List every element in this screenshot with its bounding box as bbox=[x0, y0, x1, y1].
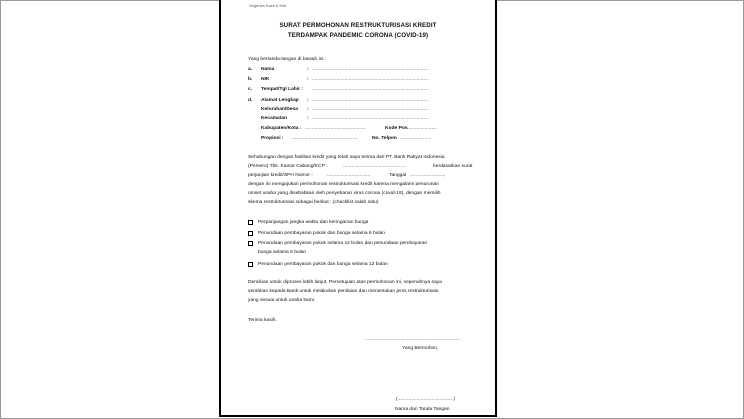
header-caption: Segenes Kacil & Kiet bbox=[249, 3, 287, 8]
field-telpon-dots: ....................... bbox=[400, 136, 432, 141]
field-nama-colon: : bbox=[307, 67, 309, 72]
field-nama-label: Nama bbox=[261, 67, 275, 72]
closing-line-2: serahkan kepada Bank untuk melakukan penilaian dan menentukan jenis restrukturisasi bbox=[248, 289, 439, 294]
option-2-checkbox[interactable] bbox=[248, 231, 253, 236]
field-kelurahan-colon: : bbox=[307, 107, 309, 112]
field-kabupaten-label: Kabupaten/Kota : bbox=[261, 126, 302, 131]
field-kecamatan-label: Kecamatan bbox=[261, 116, 288, 121]
field-ttl-label: Tempat/Tgl Lahir : bbox=[261, 87, 304, 92]
closing-line-3: yang sesuai untuk usaha kami. bbox=[248, 298, 316, 303]
field-nik-label: NIK bbox=[261, 77, 270, 82]
field-nik-dots: ...................................................................................... bbox=[312, 77, 429, 82]
field-alamat-dots: ...................................................................................... bbox=[312, 98, 429, 103]
document-page bbox=[219, 0, 497, 417]
signature-name-label: Nama dan Tanda Tangan bbox=[395, 407, 450, 412]
field-kabupaten-dots: ............................................. bbox=[305, 126, 367, 131]
field-nik-colon: : bbox=[307, 77, 309, 82]
option-1-label: Perpanjangan jangka waktu dan keringanan bunga bbox=[258, 220, 369, 225]
field-ttl-letter: c. bbox=[248, 87, 253, 92]
option-3-label: Penundaan pembayaran pokok selama 12 bulan dan penundaan pembayaran bbox=[258, 241, 428, 246]
signature-name-line: (.........................................) bbox=[396, 397, 455, 402]
body-line-3-dots: ................................ bbox=[327, 173, 371, 178]
field-alamat-label: Alamat Lengkap bbox=[261, 98, 299, 103]
option-2-label: Penundaan pembayaran pokok dan bunga selama 6 bulan bbox=[258, 231, 385, 236]
field-propinsi-dots: ................................................. bbox=[291, 136, 358, 141]
intro-text: Yang bertanda-tangan di bawah ini : bbox=[248, 57, 327, 62]
option-1-checkbox[interactable] bbox=[248, 220, 253, 225]
field-telpon-label: No. Telpon bbox=[372, 136, 397, 141]
field-nama-letter: a. bbox=[248, 67, 253, 72]
body-line-2b: berdasarkan surat bbox=[433, 164, 473, 169]
body-line-3b-dots: ........................., bbox=[410, 173, 446, 178]
field-alamat-colon: : bbox=[307, 98, 309, 103]
field-kelurahan-label: Kelurahan/Desa bbox=[261, 107, 298, 112]
body-line-5: omset usaha yang disebabkan oleh penyebaran virus corona (covid-19), dengan memilih bbox=[248, 191, 441, 196]
field-nama-dots: ...................................................................................... bbox=[312, 67, 429, 72]
field-kodepos-label: Kode Pos bbox=[385, 126, 408, 131]
document-title-line2: TERDAMPAK PANDEMIC CORONA (COVID-19) bbox=[287, 32, 429, 39]
field-propinsi-label: Propinsi : bbox=[261, 136, 284, 141]
field-kodepos-dots: ...................... bbox=[407, 126, 437, 131]
body-line-2a: (Persero) Tbk. Kantor Cabang/KCP : bbox=[248, 164, 328, 169]
field-kelurahan-dots: ...................................................................................... bbox=[312, 107, 429, 112]
body-line-3b: Tanggal bbox=[389, 173, 407, 178]
field-nik-letter: b. bbox=[248, 77, 253, 82]
body-line-3a: perjanjian kredit/SPH Nomor : bbox=[248, 173, 313, 178]
field-alamat-letter: d. bbox=[248, 98, 253, 103]
closing-line-1: Demikian untuk diproses lebih lanjut. Persetujuan atas permohonan ini, sepenuhnya saya bbox=[248, 280, 442, 285]
body-line-2-dots: ............................................... bbox=[342, 164, 406, 169]
body-line-1: Sehubungan dengan fasilitas kredit yang telah saya terima dari PT. Bank Rakyat Indonesia bbox=[248, 155, 445, 160]
option-4-label: Penundaan pembayaran pokok dan bunga selama 12 bulan bbox=[258, 262, 388, 267]
field-kecamatan-dots: ...................................................................................... bbox=[312, 116, 429, 121]
document-title-line1: SURAT PERMOHONAN RESTRUKTURISASI KREDIT bbox=[279, 22, 437, 29]
option-3-label-cont: bunga selama 6 bulan bbox=[258, 250, 307, 255]
option-3-checkbox[interactable] bbox=[248, 241, 253, 246]
signature-dotted-line: ...................................................................... bbox=[365, 337, 461, 342]
body-line-6: skema restrukturisasi sebagai berikut ; (checklist salah satu) bbox=[248, 200, 379, 205]
body-line-4: dengan ini mengajukan permohonan restrukturisasi kredit karena mengalami penurunan bbox=[248, 182, 439, 187]
field-kecamatan-colon: : bbox=[307, 116, 309, 121]
field-ttl-dots: ...................................................................................... bbox=[312, 87, 429, 92]
option-4-checkbox[interactable] bbox=[248, 262, 253, 267]
closing-thanks: Terima kasih. bbox=[248, 318, 277, 323]
signature-role: Yang Bermohon, bbox=[402, 346, 439, 351]
